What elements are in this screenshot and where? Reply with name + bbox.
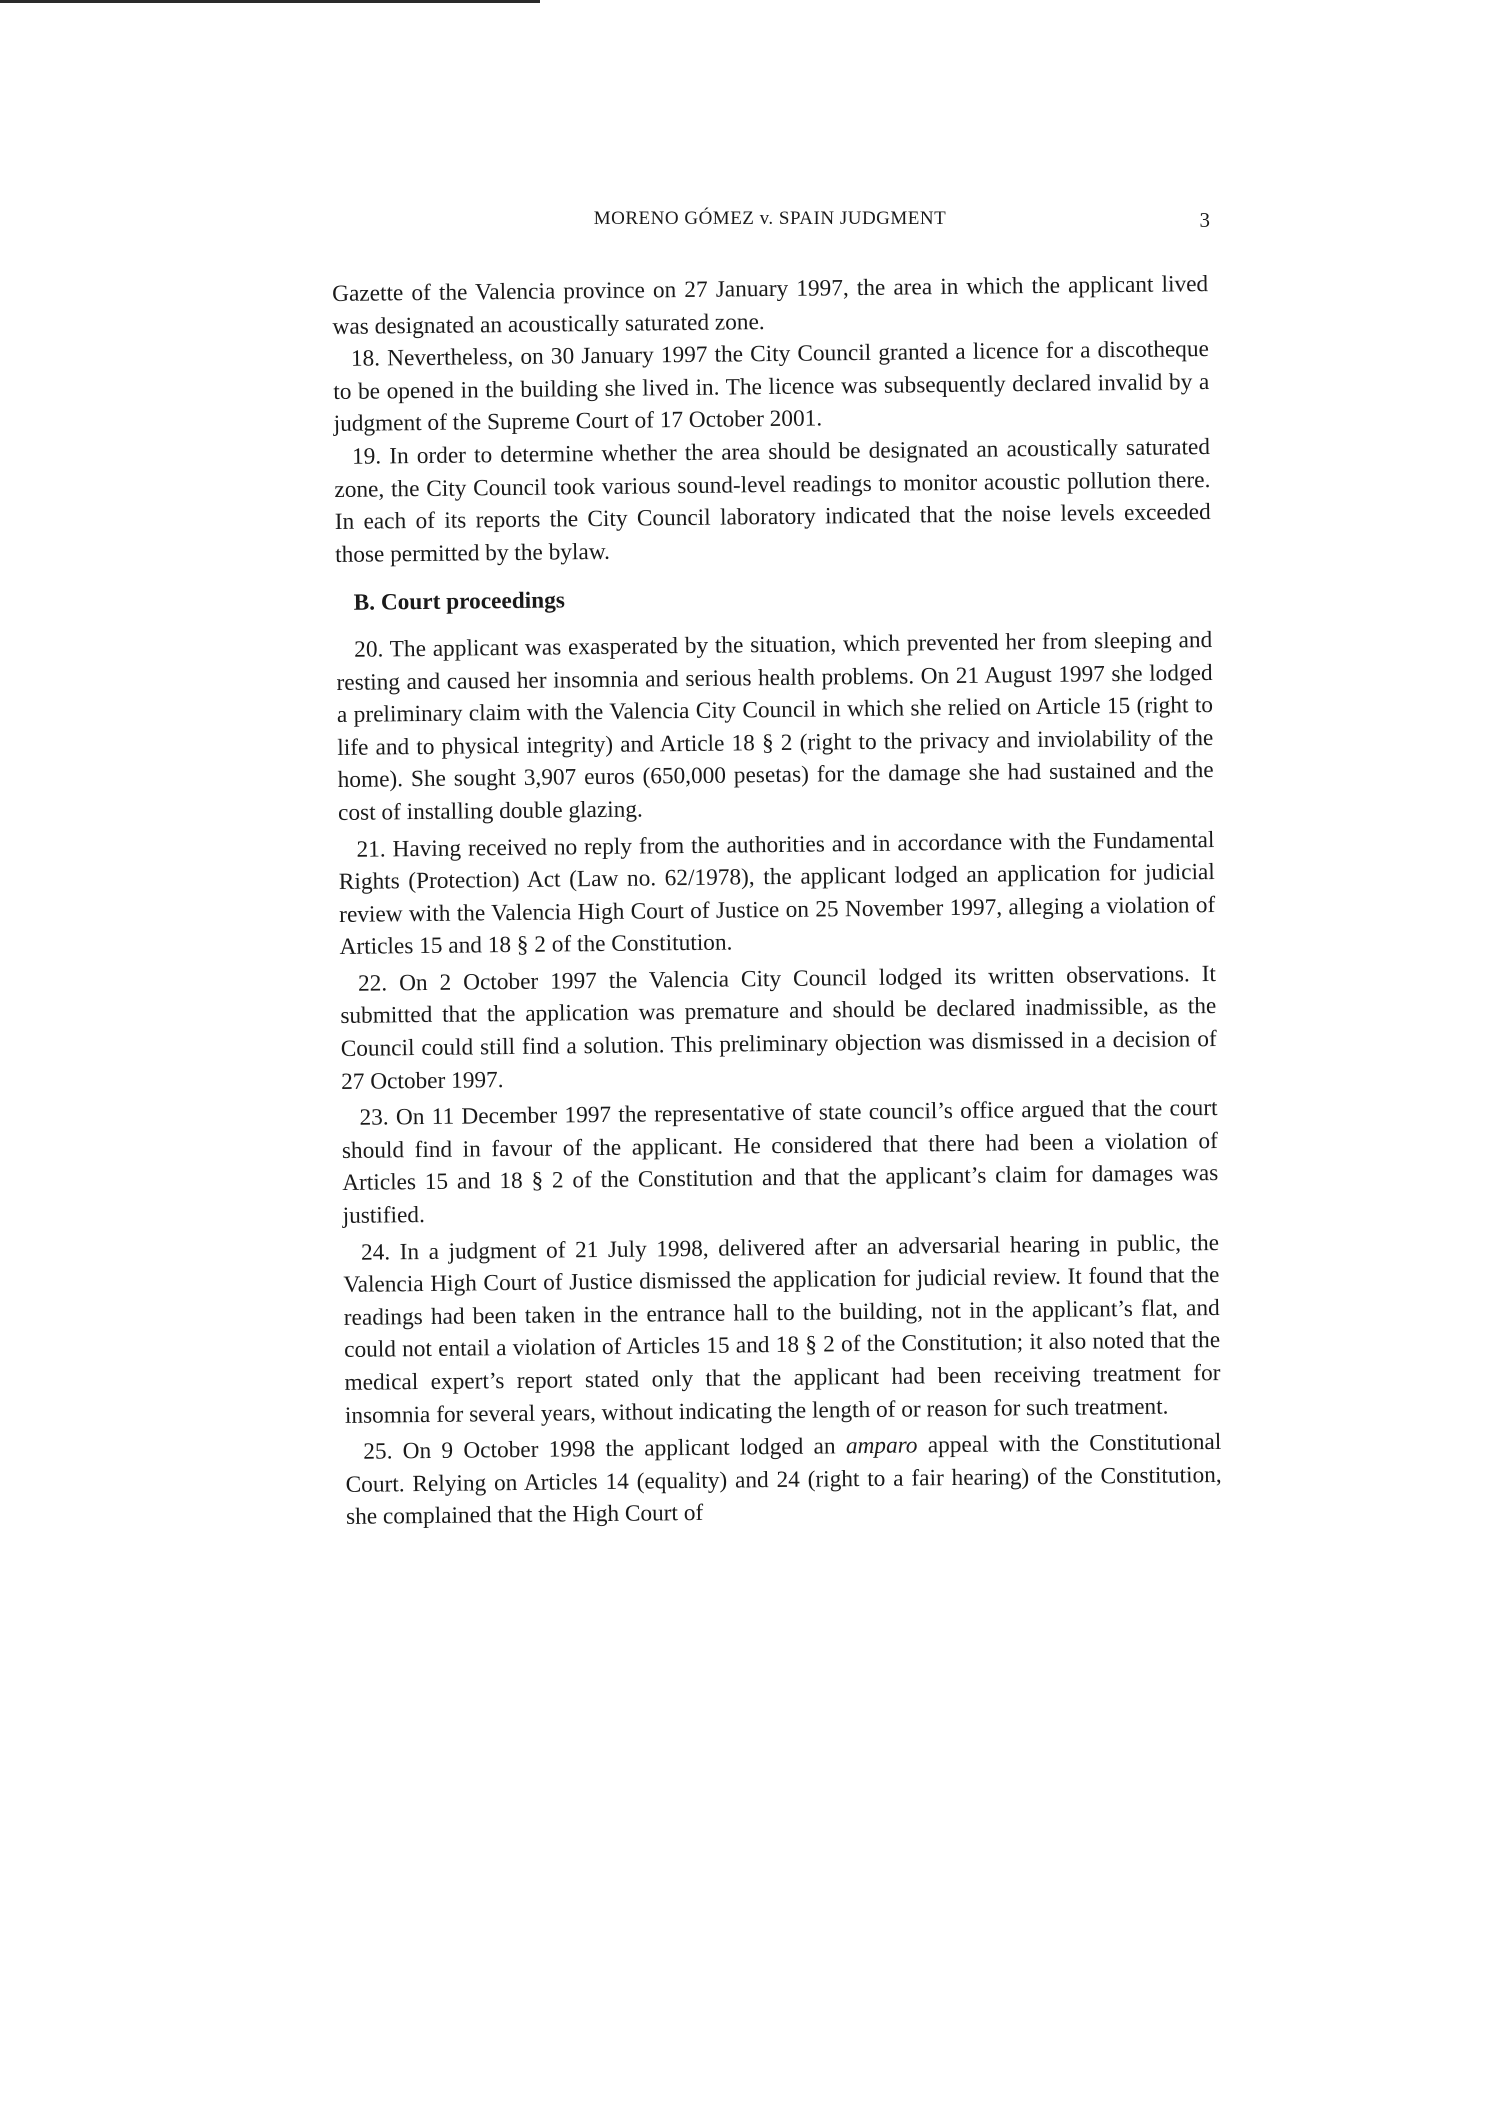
running-header: [330, 208, 1210, 238]
amparo-term: amparo: [845, 1432, 918, 1460]
running-title: MORENO GÓMEZ v. SPAIN JUDGMENT: [593, 208, 947, 229]
page-number: 3: [1199, 208, 1210, 232]
paragraph-22: 22. On 2 October 1997 the Valencia City Council lodged its written observations. It submitted that the application was premature and should be declared inadmissible, as the Council could still find a solution. This preliminary objection was dismissed in a decision of 27 October 1997.: [340, 960, 1217, 1095]
paragraph-25-end: appeal with the Constitutional Court. Relying on Articles 14 (equality) and 24 (right to a fair hearing) of the Constitution, she complained that the High Court of: [345, 1429, 1222, 1531]
paragraph-21: 21. Having received no reply from the authorities and in accordance with the Fundamental Rights (Protection) Act (Law no. 62/1978), the applicant lodged an application for judicial review with the Valencia High Court of Justice on 25 November 1997, alleging a violation of Articles 15 and 18 § 2 of the Constitution.: [338, 826, 1216, 961]
paragraph-25-start: 25. On 9 October 1998 the applicant lodged an: [363, 1433, 836, 1465]
continuation-paragraph: Gazette of the Valencia province on 27 January 1997, the area in which the applicant lived was designated an acoustically saturated zone.: [332, 271, 1209, 340]
paragraph-18: 18. Nevertheless, on 30 January 1997 the City Council granted a licence for a discotheque to be opened in the building she lived in. The licence was subsequently declared invalid by a judgment of the Supreme Court of 17 October 2001.: [333, 336, 1210, 438]
paragraph-20: 20. The applicant was exasperated by the situation, which prevented her from sleeping and resting and caused her insomnia and serious health problems. On 21 August 1997 she lodged a preliminary claim with the Valencia City Council in which she relied on Article 15 (right to life and to physical integrity) and Article 18 § 2 (right to the privacy and inviolability of the home). She sought 3,907 euros (650,000 pesetas) for the damage she had sustained and the cost of installing double glazing.: [336, 626, 1214, 826]
section-heading-court-proceedings: B. Court proceedings: [353, 587, 566, 617]
scan-edge-mark: [0, 0, 540, 3]
paragraph-25: [345, 1426, 1222, 1534]
judgment-body: [332, 268, 1222, 1534]
paragraph-24: 24. In a judgment of 21 July 1998, delivered after an adversarial hearing in public, the Valencia High Court of Justice dismissed the application for judicial review. It found that the readings had been taken in the entrance hall to the building, not in the applicant’s flat, and could not entail a violation of Articles 15 and 18 § 2 of the Constitution; it also noted that the medical expert’s report stated only that the applicant had been receiving treatment for insomnia for several years, without indicating the length of or reason for such treatment.: [343, 1229, 1221, 1429]
paragraph-23: 23. On 11 December 1997 the representative of state council’s office argued that the court should find in favour of the applicant. He considered that there had been a violation of Articles 15 and 18 § 2 of the Constitution and that the applicant’s claim for damages was justified.: [341, 1095, 1219, 1229]
paragraph-19: 19. In order to determine whether the area should be designated an acoustically saturated zone, the City Council took various sound-level readings to monitor acoustic pollution there. In each of its reports the City Council laboratory indicated that the noise levels exceeded those permitted by the bylaw.: [334, 434, 1211, 568]
